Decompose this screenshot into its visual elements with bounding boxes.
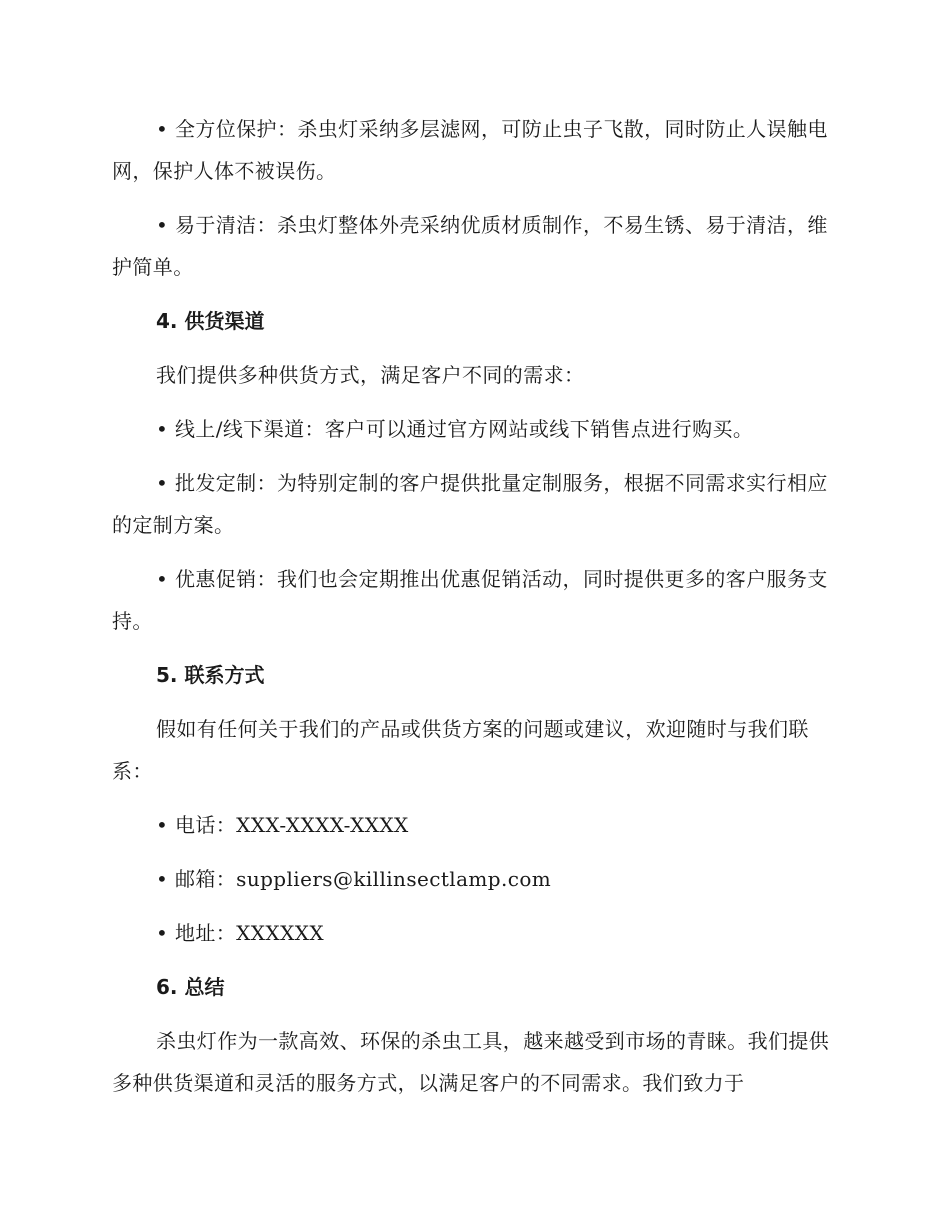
bullet-wholesale: • 批发定制：为特别定制的客户提供批量定制服务，根据不同需求实行相应的定制方案。 (112, 471, 828, 537)
supply-intro: 我们提供多种供货方式，满足客户不同的需求： (156, 363, 585, 387)
summary-paragraph: 杀虫灯作为一款高效、环保的杀虫工具，越来越受到市场的青睐。我们提供多种供货渠道和灵活的服务方式，以满足客户的不同需求。我们致力于 (112, 1029, 830, 1095)
bullet-phone: • 电话：XXX-XXXX-XXXX (156, 813, 409, 837)
bullet-promotion: • 优惠促销：我们也会定期推出优惠促销活动，同时提供更多的客户服务支持。 (112, 567, 828, 633)
document-body (112, 108, 830, 1116)
section-heading-supply-channels: 4. 供货渠道 (156, 309, 265, 333)
bullet-cleaning: • 易于清洁：杀虫灯整体外壳采纳优质材质制作，不易生锈、易于清洁，维护简单。 (112, 213, 828, 279)
bullet-email: • 邮箱：suppliers@killinsectlamp.com (156, 867, 552, 891)
bullet-protection: • 全方位保护：杀虫灯采纳多层滤网，可防止虫子飞散，同时防止人误触电网，保护人体不被误伤。 (112, 117, 828, 183)
contact-intro: 假如有任何关于我们的产品或供货方案的问题或建议，欢迎随时与我们联系： (112, 717, 809, 783)
bullet-address: • 地址：XXXXXX (156, 921, 324, 945)
bullet-online-offline: • 线上/线下渠道：客户可以通过官方网站或线下销售点进行购买。 (156, 417, 754, 441)
section-heading-summary: 6. 总结 (156, 975, 225, 999)
section-heading-contact: 5. 联系方式 (156, 663, 265, 687)
